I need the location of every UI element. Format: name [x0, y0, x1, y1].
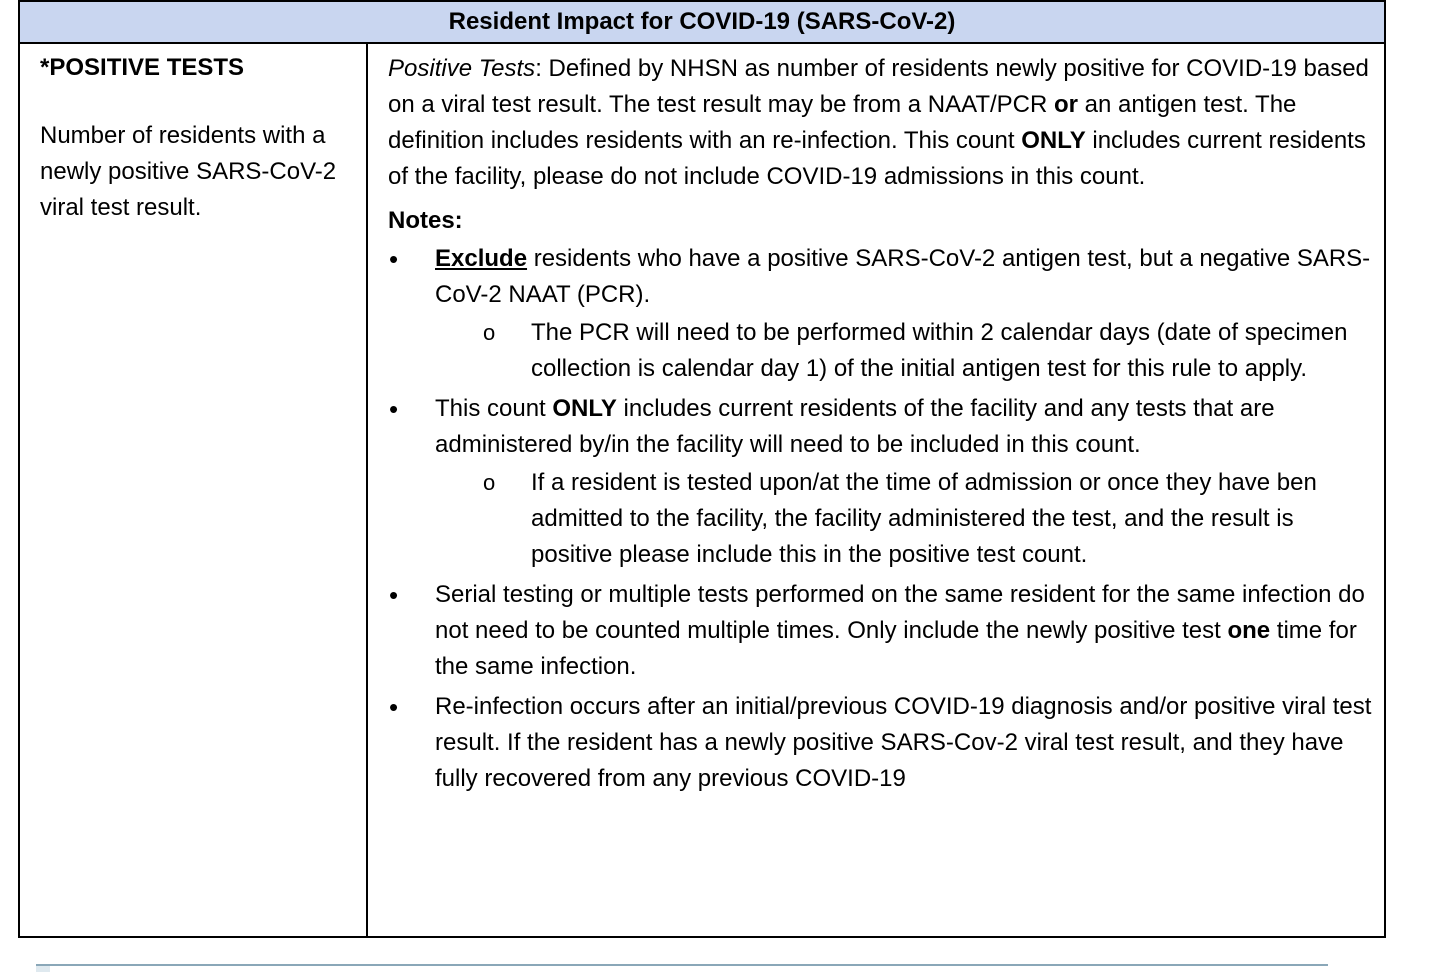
- note-serial-post: time for the same infection.: [435, 617, 1357, 680]
- note-item-current-residents: [388, 391, 1373, 573]
- field-description: Number of residents with a newly positive SARS-CoV-2 viral test result.: [40, 122, 337, 221]
- note-serial-pre: Serial testing or multiple tests performed on the same resident for the same infection do not need to be counted multiple times. Only include the newly positive test: [435, 581, 1365, 644]
- definition-paragraph: [388, 51, 1373, 195]
- note-sublist: [435, 465, 1373, 573]
- note-current-bold: ONLY: [552, 395, 617, 422]
- next-table-edge: [36, 964, 1328, 966]
- note-item-exclude: [388, 241, 1373, 387]
- definition-term: Positive Tests: [388, 55, 536, 82]
- note-sublist: [435, 315, 1373, 387]
- note-exclude-lead: Exclude: [435, 245, 528, 272]
- note-current-pre: This count: [435, 395, 553, 422]
- definition-cell: [388, 51, 1373, 801]
- note-current-post: includes current residents of the facility and any tests that are administered by/in the facility will need to be included in this count.: [435, 395, 1275, 458]
- resident-impact-table: [18, 0, 1386, 938]
- note-subitem-admission: o If a resident is tested upon/at the time of admission or once they have ben admitted to the facility, the facility administered the test, and the result is positive please include this in the positive test count.: [435, 465, 1373, 573]
- note-item-reinfection: • Re-infection occurs after an initial/previous COVID-19 diagnosis and/or positive viral test result. If the resident has a newly positive SARS-Cov-2 viral test result, and they have fully recovered from any previous COVID-19: [388, 689, 1373, 797]
- notes-list: [388, 241, 1373, 797]
- definition-bold-or: or: [1054, 91, 1079, 118]
- note-item-serial-testing: [388, 577, 1373, 685]
- definition-bold-only: ONLY: [1021, 127, 1086, 154]
- definition-text-3: includes current residents of the facility, please do not include COVID-19 admissions in this count.: [388, 127, 1366, 190]
- next-table-corner: [36, 966, 50, 972]
- note-subitem-pcr: o The PCR will need to be performed within 2 calendar days (date of specimen collection is calendar day 1) of the initial antigen test for this rule to apply.: [435, 315, 1373, 387]
- column-divider: [366, 42, 368, 936]
- definition-text-2: an antigen test. The definition includes residents with an re-infection. This count: [388, 91, 1297, 154]
- note-exclude-text: residents who have a positive SARS-CoV-2 antigen test, but a negative SARS-CoV-2 NAAT (PCR).: [435, 245, 1371, 308]
- label-cell: [40, 50, 358, 226]
- table-header-title: Resident Impact for COVID-19 (SARS-CoV-2): [448, 8, 956, 35]
- field-title: *POSITIVE TESTS: [40, 54, 245, 81]
- notes-heading: Notes:: [388, 207, 463, 234]
- note-serial-bold: one: [1227, 617, 1271, 644]
- table-header: [20, 2, 1384, 44]
- definition-text-1: : Defined by NHSN as number of residents newly positive for COVID-19 based on a viral test result. The test result may be from a NAAT/PCR: [388, 55, 1369, 118]
